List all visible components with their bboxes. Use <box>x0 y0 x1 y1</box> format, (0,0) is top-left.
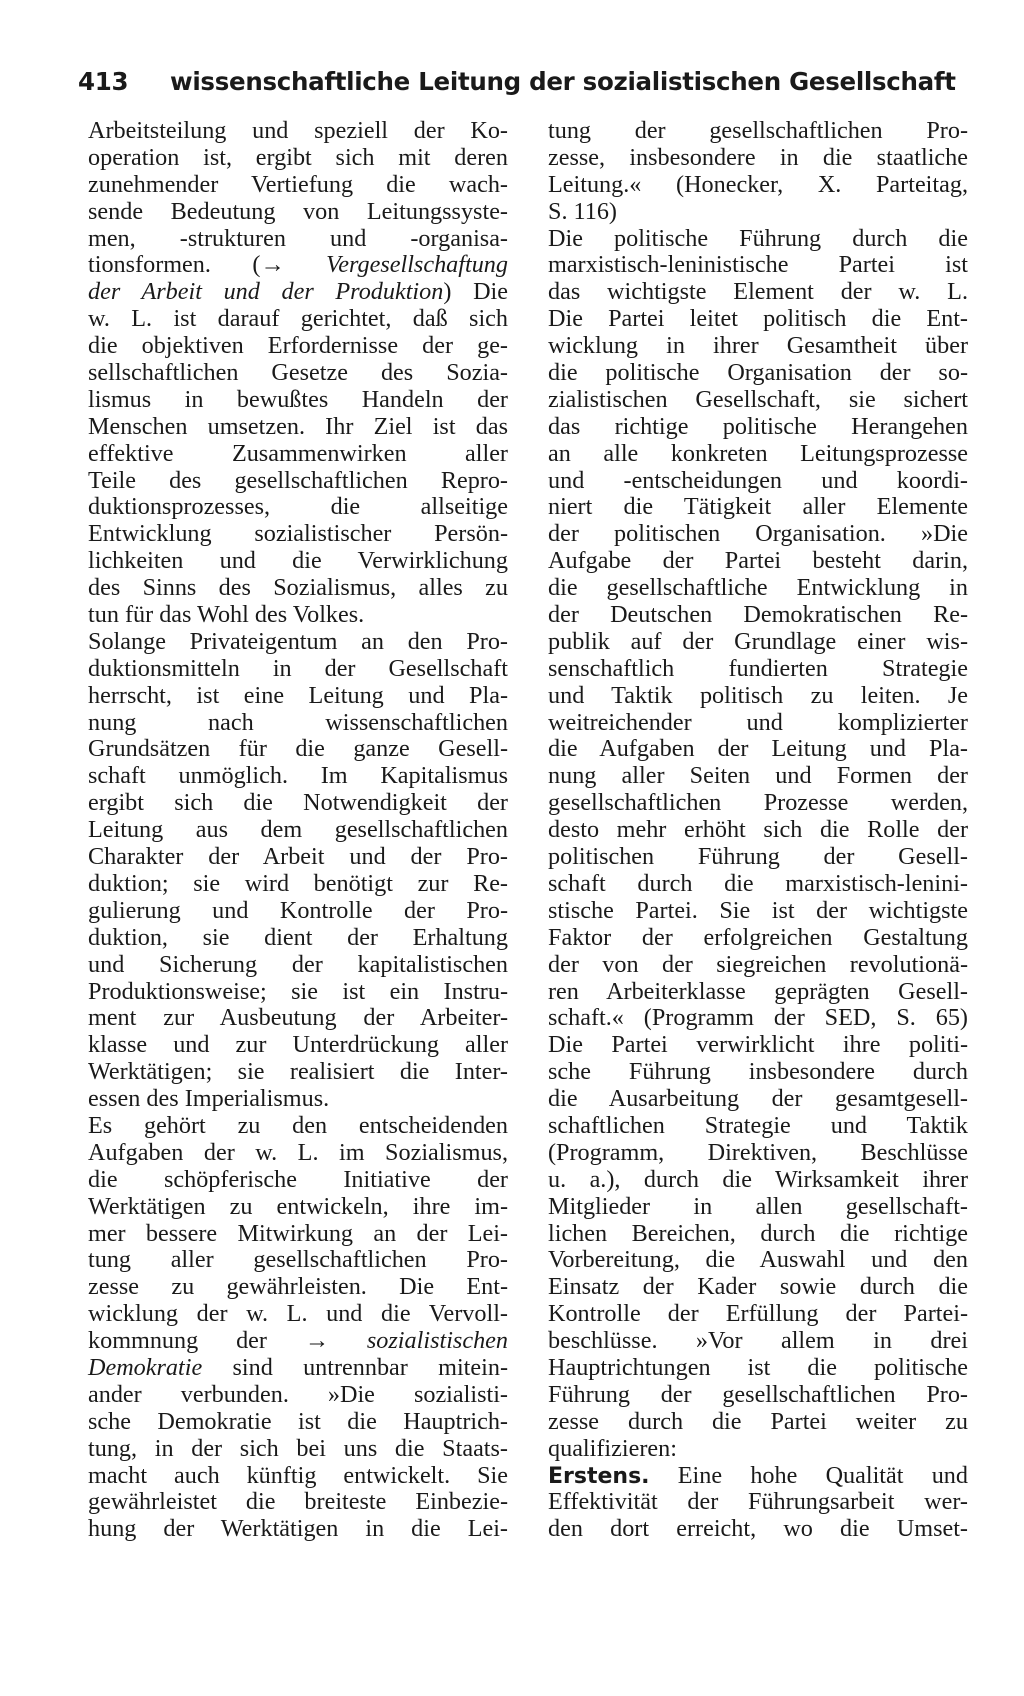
page-header <box>78 62 968 102</box>
text-line <box>548 1113 968 1140</box>
text-line <box>548 226 968 253</box>
line-text: den dort erreicht, wo die Umset- <box>548 1515 968 1543</box>
text-line <box>88 521 508 548</box>
line-text: Faktor der erfolgreichen Gestaltung <box>548 923 968 951</box>
line-text: zesse, insbesondere in die staatliche <box>548 143 968 171</box>
text-line <box>548 1463 968 1490</box>
line-text: gesellschaftlichen Prozesse werden, <box>548 789 968 817</box>
line-text: tung, in der sich bei uns die Staats- <box>88 1434 508 1462</box>
text-line <box>88 602 508 629</box>
line-text: Vorbereitung, die Auswahl und den <box>548 1246 968 1274</box>
line-text: und -entscheidungen und koordi- <box>548 466 968 494</box>
line-text: Werktätigen zu entwickeln, ihre im- <box>88 1192 508 1220</box>
text-line <box>88 548 508 575</box>
text-line <box>88 306 508 333</box>
text-line <box>88 1436 508 1463</box>
left-text-column <box>88 118 508 1543</box>
text-line <box>548 145 968 172</box>
line-text: politischen Führung der Gesell- <box>548 843 968 871</box>
text-line <box>548 1409 968 1436</box>
line-text: beschlüsse. »Vor allem in drei <box>548 1327 968 1355</box>
line-text: stische Partei. Sie ist der wichtigste <box>548 896 968 924</box>
line-text: der von der siegreichen revolutionä- <box>548 950 968 978</box>
page-title: wissenschaftliche Leitung der sozialistischen Gesellschaft <box>170 67 956 96</box>
text-line <box>548 925 968 952</box>
line-text: gewährleistet die breiteste Einbezie- <box>88 1488 508 1516</box>
text-line <box>548 279 968 306</box>
line-text: S. 116) <box>548 197 617 225</box>
line-text: das wichtigste Element der w. L. <box>548 278 968 306</box>
text-line <box>88 199 508 226</box>
text-line <box>88 844 508 871</box>
text-line <box>548 1167 968 1194</box>
text-line <box>88 656 508 683</box>
line-text: Entwicklung sozialistischer Persön- <box>88 520 508 548</box>
text-line <box>88 817 508 844</box>
line-text: Arbeitsteilung und speziell der Ko- <box>88 117 508 144</box>
line-text: ren Arbeiterklasse geprägten Gesell- <box>548 977 968 1005</box>
text-line <box>548 656 968 683</box>
text-line <box>548 1005 968 1032</box>
text-line <box>88 441 508 468</box>
line-text: ment zur Ausbeutung der Arbeiter- <box>88 1004 508 1032</box>
text-line <box>88 871 508 898</box>
text-line <box>88 710 508 737</box>
line-text: Aufgaben der w. L. im Sozialismus, <box>88 1138 508 1166</box>
line-text: essen des Imperialismus. <box>88 1085 330 1113</box>
line-text: ) Die <box>443 278 508 306</box>
line-text: publik auf der Grundlage einer wis- <box>548 627 968 655</box>
text-line <box>548 1247 968 1274</box>
line-text: Die politische Führung durch die <box>548 224 968 252</box>
text-line <box>88 1301 508 1328</box>
line-text: Charakter der Arbeit und der Pro- <box>88 843 508 871</box>
line-text: macht auch künftig entwickelt. Sie <box>88 1461 508 1489</box>
line-text: die gesellschaftliche Entwicklung in <box>548 574 968 602</box>
text-line <box>548 1032 968 1059</box>
text-line <box>548 763 968 790</box>
text-line <box>548 1382 968 1409</box>
line-text: Aufgabe der Partei besteht darin, <box>548 547 968 575</box>
text-line <box>548 548 968 575</box>
line-text: operation ist, ergibt sich mit deren <box>88 143 508 171</box>
line-text: hung der Werktätigen in die Lei- <box>88 1515 508 1543</box>
line-text: w. L. ist darauf gerichtet, daß sich <box>88 305 508 333</box>
text-line <box>548 736 968 763</box>
text-line <box>88 1463 508 1490</box>
text-line <box>88 494 508 521</box>
text-line <box>88 1247 508 1274</box>
text-line <box>548 1059 968 1086</box>
text-line <box>88 1005 508 1032</box>
text-line <box>548 1086 968 1113</box>
line-text: lismus in bewußtes Handeln der <box>88 385 508 413</box>
text-line <box>88 1221 508 1248</box>
text-line <box>548 1436 968 1463</box>
cross-reference-italic: → sozialistischen <box>304 1327 508 1355</box>
text-line <box>548 1301 968 1328</box>
line-text: sende Bedeutung von Leitungssyste- <box>88 197 508 225</box>
bold-lead-in: Erstens. <box>548 1463 650 1489</box>
text-line <box>88 414 508 441</box>
line-text: der Deutschen Demokratischen Re- <box>548 601 968 629</box>
line-text: ander verbunden. »Die sozialisti- <box>88 1380 508 1408</box>
line-text: die Ausarbeitung der gesamtgesell- <box>548 1085 968 1113</box>
line-text: niert die Tätigkeit aller Elemente <box>548 493 968 521</box>
line-text: marxistisch-leninistische Partei ist <box>548 251 968 279</box>
line-text: zesse zu gewährleisten. Die Ent- <box>88 1273 508 1301</box>
line-text: tionsformen. ( <box>88 251 261 279</box>
text-line <box>88 763 508 790</box>
text-line <box>548 360 968 387</box>
text-line <box>548 414 968 441</box>
text-line <box>548 1221 968 1248</box>
line-text: zunehmender Vertiefung die wach- <box>88 170 508 198</box>
text-line <box>88 1516 508 1543</box>
text-line <box>88 1489 508 1516</box>
line-text: weitreichender und komplizierter <box>548 708 968 736</box>
line-text: Werktätigen; sie realisiert die Inter- <box>88 1058 508 1086</box>
line-text: Menschen umsetzen. Ihr Ziel ist das <box>88 412 508 440</box>
line-text: Eine hohe Qualität und <box>649 1461 968 1489</box>
text-line <box>88 279 508 306</box>
text-line <box>88 925 508 952</box>
text-line <box>88 575 508 602</box>
text-line <box>88 1328 508 1355</box>
line-text: mer bessere Mitwirkung an der Lei- <box>88 1219 508 1247</box>
line-text: herrscht, ist eine Leitung und Pla- <box>88 681 508 709</box>
line-text: Solange Privateigentum an den Pro- <box>88 627 508 655</box>
line-text: effektive Zusammenwirken aller <box>88 439 508 467</box>
text-line <box>548 575 968 602</box>
text-line <box>548 252 968 279</box>
text-line <box>548 333 968 360</box>
text-line <box>88 145 508 172</box>
line-text: Grundsätzen für die ganze Gesell- <box>88 735 508 763</box>
line-text: senschaftlich fundierten Strategie <box>548 654 968 682</box>
line-text: qualifizieren: <box>548 1434 677 1462</box>
text-line <box>548 844 968 871</box>
text-line <box>88 1140 508 1167</box>
cross-reference-italic: Demokratie <box>88 1353 203 1381</box>
text-line <box>548 441 968 468</box>
line-text: u. a.), durch die Wirksamkeit ihrer <box>548 1165 968 1193</box>
right-text-column <box>548 118 968 1543</box>
text-line <box>548 683 968 710</box>
line-text: und Sicherung der kapitalistischen <box>88 950 508 978</box>
line-text: wicklung der w. L. und die Vervoll- <box>88 1300 508 1328</box>
text-line <box>88 1355 508 1382</box>
line-text: Kontrolle der Erfüllung der Partei- <box>548 1300 968 1328</box>
line-text: zialistischen Gesellschaft, sie sichert <box>548 385 968 413</box>
text-line <box>548 871 968 898</box>
line-text: ergibt sich die Notwendigkeit der <box>88 789 508 817</box>
text-line <box>88 629 508 656</box>
line-text: des Sinns des Sozialismus, alles zu <box>88 574 508 602</box>
line-text: an alle konkreten Leitungsprozesse <box>548 439 968 467</box>
text-line <box>548 710 968 737</box>
text-line <box>88 226 508 253</box>
text-line <box>548 199 968 226</box>
line-text: die Aufgaben der Leitung und Pla- <box>548 735 968 763</box>
text-line <box>548 952 968 979</box>
line-text: klasse und zur Unterdrückung aller <box>88 1031 508 1059</box>
line-text: die politische Organisation der so- <box>548 359 968 387</box>
text-line <box>88 683 508 710</box>
line-text: Die Partei verwirklicht ihre politi- <box>548 1031 968 1059</box>
text-line <box>548 521 968 548</box>
line-text: duktion, sie dient der Erhaltung <box>88 923 508 951</box>
line-text: duktion; sie wird benötigt zur Re- <box>88 869 508 897</box>
text-line <box>548 1328 968 1355</box>
line-text: tun für das Wohl des Volkes. <box>88 601 365 629</box>
text-line <box>548 602 968 629</box>
line-text: Führung der gesellschaftlichen Pro- <box>548 1380 968 1408</box>
text-line <box>88 1382 508 1409</box>
text-line <box>548 387 968 414</box>
line-text: zesse durch die Partei weiter zu <box>548 1407 968 1435</box>
line-text: Die Partei leitet politisch die Ent- <box>548 305 968 333</box>
text-line <box>548 1355 968 1382</box>
text-line <box>88 1086 508 1113</box>
page-number: 413 <box>78 67 129 96</box>
text-line <box>88 1274 508 1301</box>
text-line <box>88 790 508 817</box>
text-line <box>88 387 508 414</box>
line-text: duktionsmitteln in der Gesellschaft <box>88 654 508 682</box>
line-text: Teile des gesellschaftlichen Repro- <box>88 466 508 494</box>
text-line <box>548 790 968 817</box>
line-text: die schöpferische Initiative der <box>88 1165 508 1193</box>
text-line <box>88 1113 508 1140</box>
line-text: schaft.« (Programm der SED, S. 65) <box>548 1004 968 1032</box>
text-line <box>88 979 508 1006</box>
line-text: und Taktik politisch zu leiten. Je <box>548 681 968 709</box>
line-text: Es gehört zu den entscheidenden <box>88 1111 508 1139</box>
text-line <box>548 1140 968 1167</box>
text-line <box>548 172 968 199</box>
cross-reference-italic: → Vergesellschaftung <box>260 251 508 279</box>
text-line <box>88 952 508 979</box>
line-text: nung nach wissenschaftlichen <box>88 708 508 736</box>
line-text: Einsatz der Kader sowie durch die <box>548 1273 968 1301</box>
line-text: der politischen Organisation. »Die <box>548 520 968 548</box>
text-line <box>88 252 508 279</box>
line-text: sind untrennbar mitein- <box>202 1353 508 1381</box>
text-line <box>88 1194 508 1221</box>
text-line <box>548 979 968 1006</box>
text-line <box>548 1194 968 1221</box>
text-line <box>548 629 968 656</box>
text-line <box>88 1032 508 1059</box>
line-text: sellschaftlichen Gesetze des Sozia- <box>88 359 508 387</box>
line-text: Produktionsweise; sie ist ein Instru- <box>88 977 508 1005</box>
text-line <box>548 118 968 145</box>
line-text: tung aller gesellschaftlichen Pro- <box>88 1246 508 1274</box>
text-line <box>88 898 508 925</box>
line-text: nung aller Seiten und Formen der <box>548 762 968 790</box>
text-line <box>548 468 968 495</box>
text-line <box>548 817 968 844</box>
line-text: desto mehr erhöht sich die Rolle der <box>548 816 968 844</box>
line-text: schaft durch die marxistisch-lenini- <box>548 869 968 897</box>
line-text: schaftlichen Strategie und Taktik <box>548 1111 968 1139</box>
text-line <box>548 898 968 925</box>
line-text: schaft unmöglich. Im Kapitalismus <box>88 762 508 790</box>
line-text: lichen Bereichen, durch die richtige <box>548 1219 968 1247</box>
line-text: gulierung und Kontrolle der Pro- <box>88 896 508 924</box>
line-text: duktionsprozesses, die allseitige <box>88 493 508 521</box>
text-line <box>548 1274 968 1301</box>
text-line <box>88 1167 508 1194</box>
cross-reference-italic: der Arbeit und der Produktion <box>88 278 444 306</box>
text-line <box>88 333 508 360</box>
line-text: kommnung der <box>88 1327 305 1355</box>
line-text: sche Führung insbesondere durch <box>548 1058 968 1086</box>
line-text: sche Demokratie ist die Hauptrich- <box>88 1407 508 1435</box>
line-text: Mitglieder in allen gesellschaft- <box>548 1192 968 1220</box>
line-text: Effektivität der Führungsarbeit wer- <box>548 1488 968 1516</box>
line-text: Leitung aus dem gesellschaftlichen <box>88 816 508 844</box>
line-text: Leitung.« (Honecker, X. Parteitag, <box>548 170 968 198</box>
line-text: lichkeiten und die Verwirklichung <box>88 547 508 575</box>
line-text: wicklung in ihrer Gesamtheit über <box>548 332 968 360</box>
line-text: das richtige politische Herangehen <box>548 412 968 440</box>
line-text: tung der gesellschaftlichen Pro- <box>548 117 968 144</box>
line-text: die objektiven Erfordernisse der ge- <box>88 332 508 360</box>
line-text: men, -strukturen und -organisa- <box>88 224 508 252</box>
text-line <box>88 360 508 387</box>
text-line <box>88 736 508 763</box>
text-line <box>548 494 968 521</box>
text-line <box>548 1489 968 1516</box>
text-line <box>548 1516 968 1543</box>
text-line <box>88 172 508 199</box>
line-text: (Programm, Direktiven, Beschlüsse <box>548 1138 968 1166</box>
text-line <box>88 468 508 495</box>
text-line <box>88 1059 508 1086</box>
text-line <box>88 1409 508 1436</box>
text-line <box>548 306 968 333</box>
line-text: Hauptrichtungen ist die politische <box>548 1353 968 1381</box>
text-line <box>88 118 508 145</box>
